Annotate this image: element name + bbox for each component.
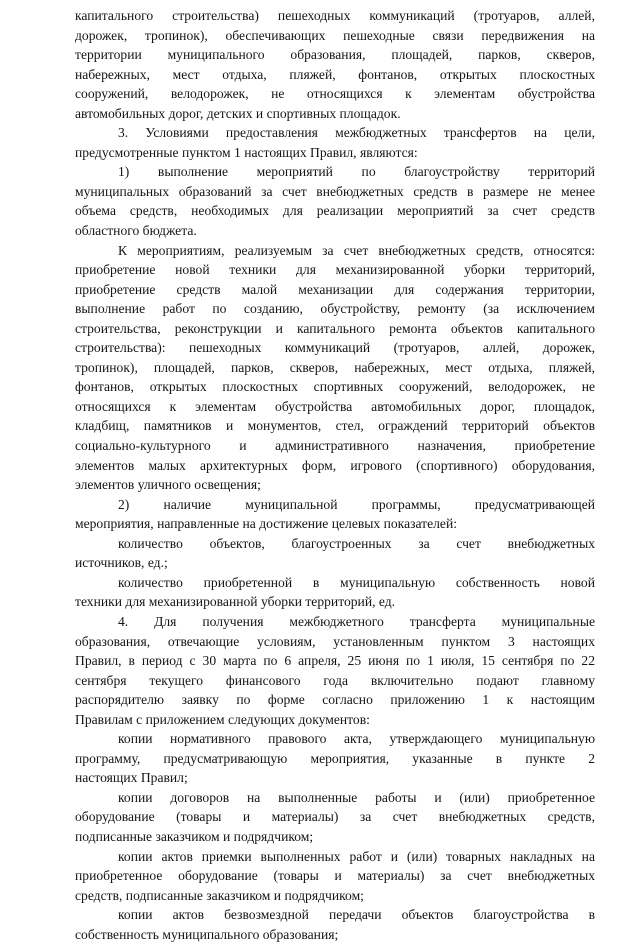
- text-line: дорожек, тропинок), обеспечивающих пешеходные связи передвижения на: [75, 27, 595, 43]
- text-line: областного бюджета.: [75, 223, 197, 239]
- text-line: копии актов безвозмездной передачи объектов благоустройства в: [118, 907, 595, 923]
- text-line: количество объектов, благоустроенных за счет внебюджетных: [118, 535, 595, 551]
- text-line: копии актов приемки выполненных работ и (или) товарных накладных на: [118, 848, 595, 864]
- text-line: приобретение средств малой механизации для содержания территории,: [75, 281, 595, 297]
- text-line: элементов малых архитектурных форм, игрового (спортивного) оборудования,: [75, 457, 595, 473]
- text-line: подписанные заказчиком и подрядчиком;: [75, 828, 314, 844]
- text-line: копии договоров на выполненные работы и (или) приобретенное: [118, 789, 595, 805]
- text-line: техники для механизированной уборки территорий, ед.: [75, 594, 396, 610]
- text-line: предусмотренные пунктом 1 настоящих Правил, являются:: [75, 144, 418, 160]
- text-line: относящихся к элементам обустройства автомобильных дорог, площадок,: [75, 398, 595, 414]
- text-line: муниципальных образований за счет внебюджетных средств в размере не менее: [75, 183, 595, 199]
- text-line: копии нормативного правового акта, утверждающего муниципальную: [118, 731, 595, 747]
- text-line: капитального строительства) пешеходных коммуникаций (тротуаров, аллей,: [75, 8, 595, 23]
- text-line: сентября текущего финансового года включительно подают главному: [75, 672, 595, 688]
- text-line: кладбищ, памятников и монументов, стел, ограждений территорий объектов: [75, 418, 595, 434]
- text-line: элементов уличного освещения;: [75, 477, 261, 493]
- text-line: тропинок), площадей, парков, скверов, набережных, мест отдыха, пляжей,: [75, 359, 595, 375]
- text-line: распорядителю заявку по форме согласно приложению 1 к настоящим: [75, 692, 595, 708]
- text-line: приобретение новой техники для механизированной уборки территорий,: [75, 262, 595, 278]
- text-line: Правилам с приложением следующих документов:: [75, 711, 370, 727]
- text-line: образования, отвечающие условиям, установленным пунктом 3 настоящих: [75, 633, 595, 649]
- text-line: 3. Условиями предоставления межбюджетных трансфертов на цели,: [118, 125, 595, 141]
- text-line: К мероприятиям, реализуемым за счет внебюджетных средств, относятся:: [118, 242, 595, 258]
- text-line: Правил, в период с 30 марта по 6 апреля, 25 июня по 1 июля, 15 сентября по 22: [75, 653, 595, 669]
- text-line: собственность муниципального образования;: [75, 926, 339, 942]
- text-line: количество приобретенной в муниципальную собственность новой: [118, 574, 595, 590]
- text-line: 4. Для получения межбюджетного трансферта муниципальные: [118, 613, 595, 629]
- text-line: программу, предусматривающую мероприятия, указанные в пункте 2: [75, 750, 595, 766]
- text-line: сооружений, велодорожек, не относящихся к элементам обустройства: [75, 86, 595, 102]
- text-line: мероприятия, направленные на достижение целевых показателей:: [75, 516, 458, 532]
- text-line: источников, ед.;: [75, 555, 168, 571]
- text-line: выполнение работ по созданию, обустройству, ремонту (за исключением: [75, 301, 595, 317]
- text-line: объема средств, необходимых для реализации мероприятий за счет средств: [75, 203, 595, 219]
- text-line: 1) выполнение мероприятий по благоустройству территорий: [118, 164, 595, 180]
- text-line: строительства): пешеходных коммуникаций (тротуаров, аллей, дорожек,: [75, 340, 595, 356]
- text-line: приобретенное оборудование (товары и материалы) за счет внебюджетных: [75, 868, 595, 884]
- text-line: средств, подписанные заказчиком и подрядчиком;: [75, 887, 364, 903]
- text-line: социально-культурного и административного назначения, приобретение: [75, 438, 595, 454]
- text-line: 2) наличие муниципальной программы, предусматривающей: [118, 496, 595, 512]
- document-body: [75, 6, 595, 944]
- text-line: фонтанов, открытых плоскостных спортивных сооружений, велодорожек, не: [75, 379, 595, 395]
- text-line: оборудование (товары и материалы) за счет внебюджетных средств,: [75, 809, 595, 825]
- text-line: набережных, мест отдыха, пляжей, фонтанов, открытых плоскостных: [75, 66, 595, 82]
- text-line: настоящих Правил;: [75, 770, 188, 786]
- text-line: территории муниципального образования, площадей, парков, скверов,: [75, 47, 595, 63]
- text-line: строительства, реконструкции и капитального ремонта объектов капитального: [75, 320, 595, 336]
- text-line: автомобильных дорог, детских и спортивных площадок.: [75, 105, 401, 121]
